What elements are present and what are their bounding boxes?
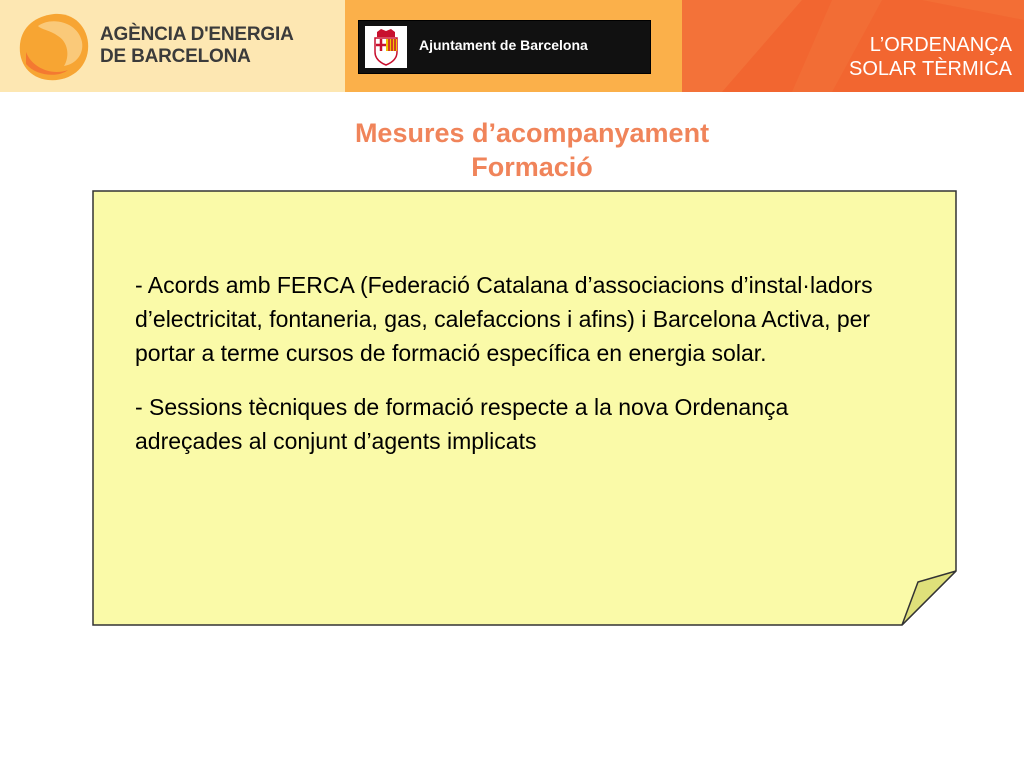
header-banner xyxy=(0,0,1024,92)
ordinance-panel xyxy=(682,0,1024,92)
agency-name-line1: AGÈNCIA D'ENERGIA xyxy=(100,24,294,45)
note-paragraph: - Sessions tècniques de formació respecte a la nova Ordenança adreçades al conjunt d’agents implicats xyxy=(135,394,789,454)
agency-sun-logo-icon xyxy=(18,12,90,82)
note-content xyxy=(135,268,875,478)
slide-title-line2: Formació xyxy=(471,152,593,182)
agency-panel xyxy=(0,0,345,92)
council-shield-icon xyxy=(365,26,407,68)
ordinance-title-line2: SOLAR TÈRMICA xyxy=(849,58,1012,80)
ordinance-title xyxy=(849,33,1012,81)
slide-title-line1: Mesures d’acompanyament xyxy=(354,118,710,148)
agency-name-line2: DE BARCELONA xyxy=(100,46,251,67)
agency-name xyxy=(100,24,330,68)
note-paragraph: - Acords amb FERCA (Federació Catalana d’associacions d’instal·ladors d’electricitat, fontaneria, gas, calefaccions i afins) i Barcelona Activa, per portar a terme cursos de formació específica en energia solar. xyxy=(135,272,873,366)
slide-title xyxy=(232,116,832,184)
council-logo xyxy=(358,20,651,74)
council-name: Ajuntament de Barcelona xyxy=(419,37,588,53)
ordinance-title-line1: L’ORDENANÇA xyxy=(869,34,1012,56)
